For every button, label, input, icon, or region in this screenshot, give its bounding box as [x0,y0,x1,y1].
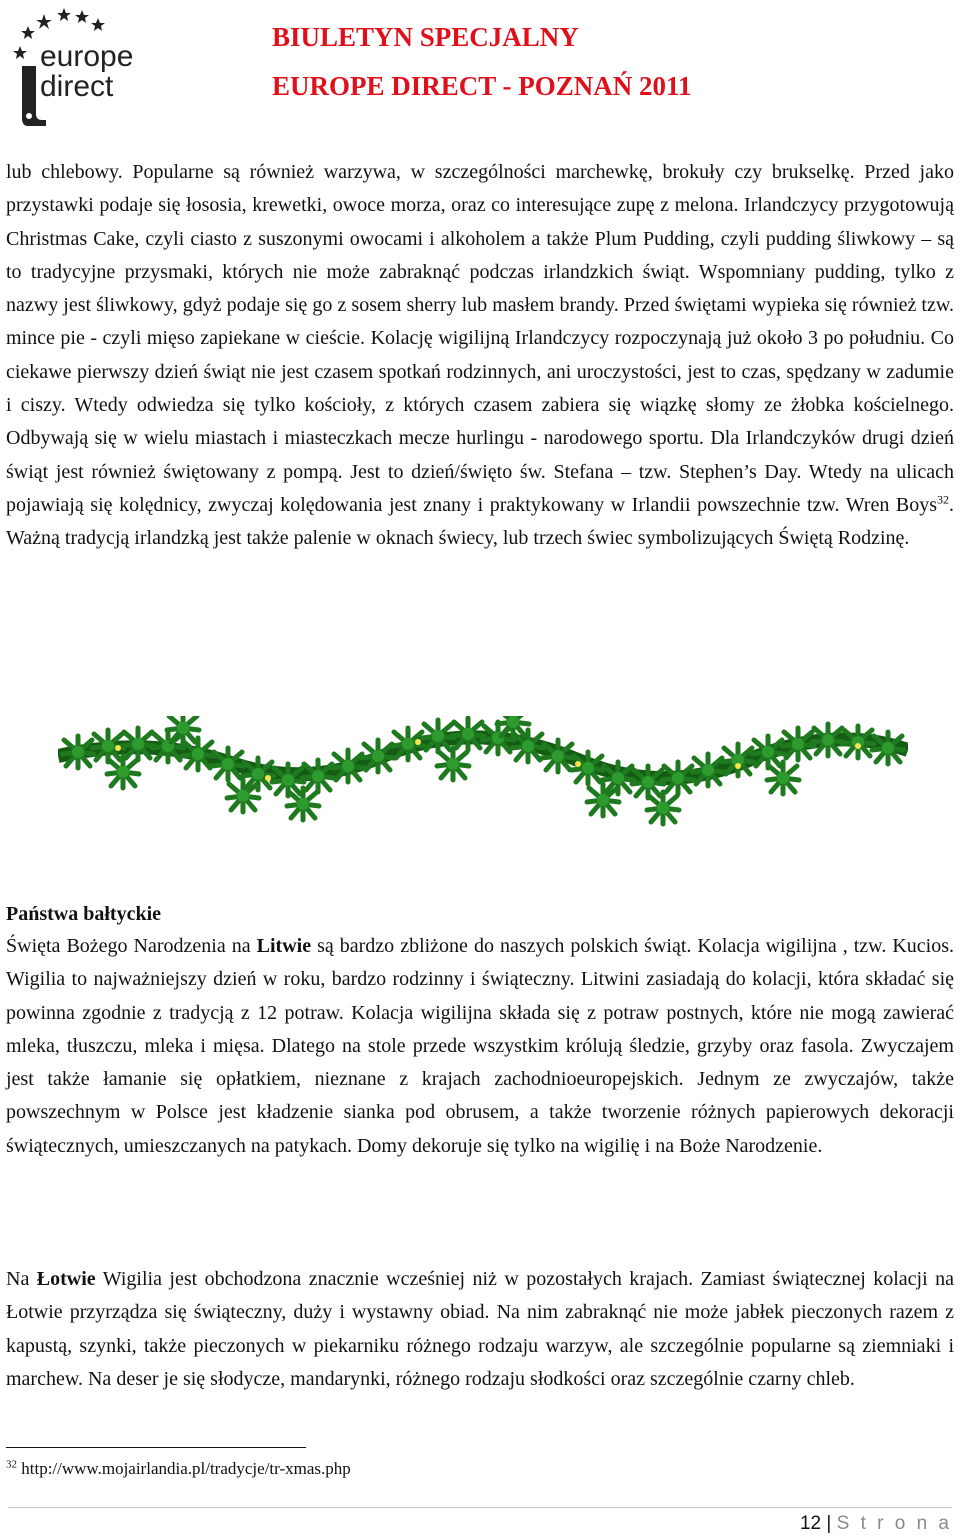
page-number-separator: | [821,1513,837,1534]
lithuania-name: Litwie [256,935,312,957]
ireland-text-end: . Ważną tradycją irlandzką jest także palenie w oknach świecy, lub trzech świec symbolizujących Świętą Rodzinę. [6,493,954,550]
ireland-text: lub chlebowy. Popularne są również warzywa, w szczególności marchewkę, brokuły czy brukselkę. Przed jako przystawki podaje się łososia, krewetki, owoce morza, oraz co interesujące zupę z melona. Irlandczycy przygotowują Christmas Cake, czyli ciasto z suszonymi owocami i alkoholem a także Plum Pudding, czyli pudding śliwkowy – są to tradycyjne przysmaki, których nie może zabraknąć podczas irlandzkich świąt. Wspomniany pudding, tylko z nazwy jest śliwkowy, gdyż podaje się go z sosem sherry lub masłem brandy. Przed świętami wypieka się również tzw. mince pie - czyli mięso zapiekane w cieście. Kolację wigilijną Irlandczycy rozpoczynają już około 3 po południu. Co ciekawe pierwszy dzień świąt nie jest czasem spotkań rodzinnych, ani uroczystości, jest to czas, spędzany w zadumie i ciszy. Wtedy odwiedza się tylko kościoły, z których czasem zabiera się wiązkę słomy ze żłobka kościelnego. Odbywają się w wielu miastach i miasteczkach mecze hurlingu - narodowego sportu. Dla Irlandczyków drugi dzień świąt jest również świętowany z pompą. Jest to dzień/święto św. Stefana – tzw. Stephen’s Day. Wtedy na ulicach pojawiają się kolędnicy, zwyczaj kolędowania jest znany i praktykowany w Irlandii powszechnie tzw. Wren Boys [6,161,954,516]
logo-star-icon [57,8,71,21]
footer-separator [8,1507,952,1508]
latvia-intro: Na [6,1268,37,1290]
page-number [800,1513,952,1535]
footnote-url: http://www.mojairlandia.pl/tradycje/tr-xmas.php [17,1459,351,1478]
lithuania-paragraph [6,930,954,1163]
christmas-garland-image [58,716,908,828]
bulletin-title [272,22,692,102]
logo-star-icon [91,18,105,31]
page-number-value: 12 [799,1513,822,1534]
footnote [6,1458,351,1480]
bulletin-title-line2: EUROPE DIRECT - POZNAŃ 2011 [272,71,692,101]
bulletin-title-line1: BIULETYN SPECJALNY [272,22,579,52]
lithuania-text: są bardzo zbliżone do naszych polskich świąt. Kolacja wigilijna , tzw. Kucios. Wigilia to najważniejszy dzień w roku, bardzo rodzinny i świąteczny. Litwini zasiadają do kolacji, która składać się powinna zgodnie z tradycją z 12 potraw. Kolacja wigilijna składa się z potraw postnych, które nie mogą zawierać mleka, tłuszczu, mleka i mięsa. Dlatego na stole przede wszystkim królują śledzie, grzyby oraz fasola. Zwyczajem jest także łamanie się opłatkiem, nieznane z krajach zachodnioeuropejskich. Jednym ze zwyczajów, także powszechnym w Polsce jest kładzenie sianka pod obrusem, a także tworzenie różnych papierowych dekoracji świątecznych, umieszczanych na patykach. Domy dekoruje się tylko na wigilię i na Boże Narodzenie. [6,935,954,1157]
ireland-paragraph [6,156,954,556]
logo-star-icon [75,10,89,23]
section-title-baltic: Państwa bałtyckie [6,903,161,925]
logo-word-europe: europe [40,40,134,73]
europe-direct-logo [6,4,166,128]
logo-star-icon [21,26,35,39]
latvia-name: Łotwie [36,1268,96,1290]
logo-word-direct: direct [40,70,114,103]
footnote-separator [6,1447,306,1448]
footnote-number: 32 [6,1458,17,1471]
logo-star-icon [13,46,27,59]
logo-star-icon [36,14,52,29]
lithuania-intro: Święta Bożego Narodzenia na [6,935,257,957]
footnote-reference: 32 [937,492,949,507]
page-word: S t r o n a [836,1513,952,1534]
latvia-paragraph [6,1263,954,1396]
latvia-text: Wigilia jest obchodzona znacznie wcześniej niż w pozostałych krajach. Zamiast świątecznej kolacji na Łotwie przyrządza się świąteczny, duży i wystawny obiad. Na nim zabraknąć nie może jabłek pieczonych razem z kapustą, szynki, także pieczonych w piekarniku różnego rodzaju warzyw, ale szczególnie popularne są ziemniaki i marchew. Na deser je się słodycze, mandarynki, różnego rodzaju słodkości oraz szczególnie czarny chleb. [6,1268,954,1390]
